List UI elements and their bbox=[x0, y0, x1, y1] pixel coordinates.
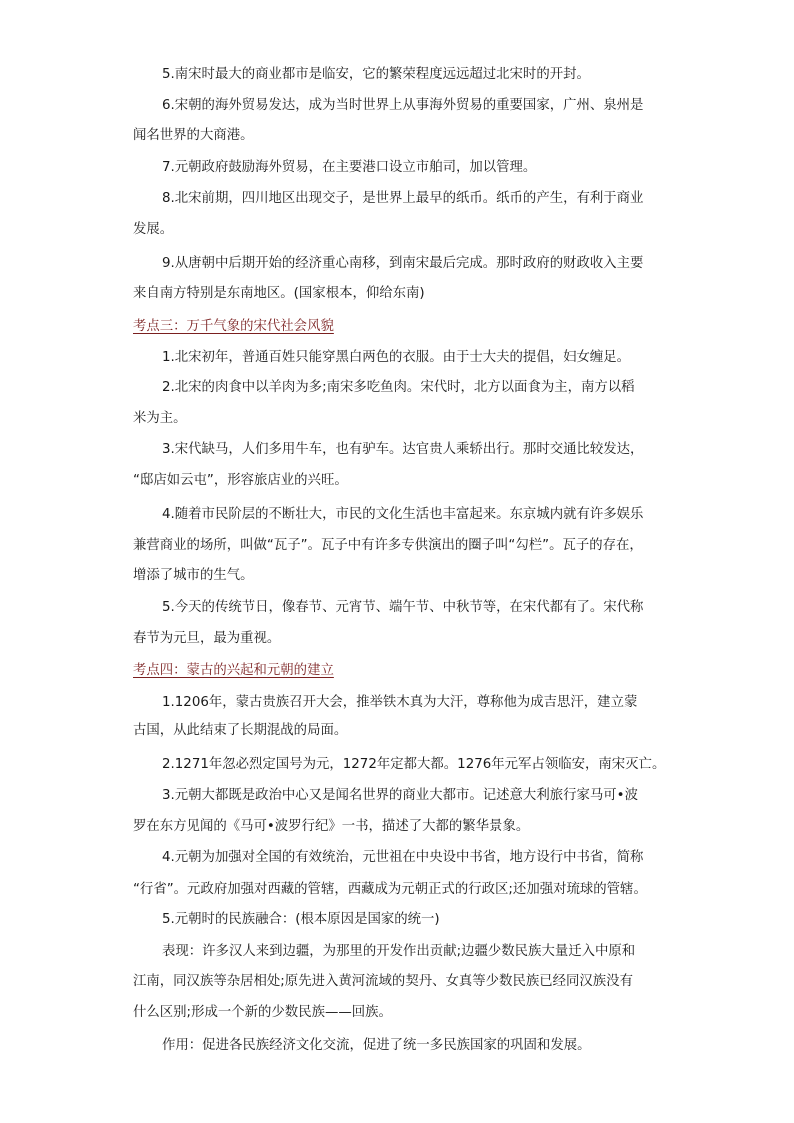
paragraph-line: 增添了城市的生气。 bbox=[133, 568, 254, 583]
paragraph-line: 4.随着市民阶层的不断壮大，市民的文化生活也丰富起来。东京城内就有许多娱乐 bbox=[162, 507, 644, 522]
paragraph-line: 5.南宋时最大的商业都市是临安，它的繁荣程度远远超过北宋时的开封。 bbox=[162, 67, 590, 82]
paragraph-line: 6.宋朝的海外贸易发达，成为当时世界上从事海外贸易的重要国家，广州、泉州是 bbox=[162, 98, 644, 113]
paragraph-line: 2.北宋的肉食中以羊肉为多;南宋多吃鱼肉。宋代时，北方以面食为主，南方以稻 bbox=[162, 380, 635, 395]
paragraph-line: 1.北宋初年，普通百姓只能穿黑白两色的衣服。由于士大夫的提倡，妇女缠足。 bbox=[162, 350, 631, 365]
paragraph-line: 9.从唐朝中后期开始的经济重心南移，到南宋最后完成。那时政府的财政收入主要 bbox=[162, 256, 644, 271]
paragraph-line: 2.1271年忽必烈定国号为元，1272年定都大都。1276年元军占领临安，南宋灭亡。 bbox=[162, 757, 666, 772]
paragraph-line: 表现：许多汉人来到边疆，为那里的开发作出贡献;边疆少数民族大量迁入中原和 bbox=[162, 944, 636, 959]
paragraph-line: 作用：促进各民族经济文化交流，促进了统一多民族国家的巩固和发展。 bbox=[162, 1038, 591, 1053]
paragraph-line: 什么区别;形成一个新的少数民族——回族。 bbox=[133, 1005, 392, 1020]
paragraph-line: 5.今天的传统节日，像春节、元宵节、端午节、中秋节等，在宋代都有了。宋代称 bbox=[162, 600, 644, 615]
paragraph-line: 4.元朝为加强对全国的有效统治，元世祖在中央设中书省，地方设行中书省，简称 bbox=[162, 850, 644, 865]
paragraph-line: 米为主。 bbox=[133, 411, 187, 426]
paragraph-line: 1.1206年，蒙古贵族召开大会，推举铁木真为大汗，尊称他为成吉思汗，建立蒙 bbox=[162, 695, 638, 710]
section-heading-4: 考点四：蒙古的兴起和元朝的建立 bbox=[133, 663, 334, 678]
paragraph-line: 来自南方特别是东南地区。(国家根本，仰给东南) bbox=[133, 286, 425, 301]
paragraph-line: 3.元朝大都既是政治中心又是闻名世界的商业大都市。记述意大利旅行家马可•波 bbox=[162, 788, 638, 803]
paragraph-line: 罗在东方见闻的《马可•波罗行纪》一书，描述了大都的繁华景象。 bbox=[133, 819, 530, 834]
paragraph-line: “行省”。元政府加强对西藏的管辖，西藏成为元朝正式的行政区;还加强对琉球的管辖。 bbox=[133, 882, 647, 897]
paragraph-line: 春节为元旦，最为重视。 bbox=[133, 631, 281, 646]
paragraph-line: 古国，从此结束了长期混战的局面。 bbox=[133, 723, 348, 738]
section-heading-3: 考点三：万千气象的宋代社会风貌 bbox=[133, 319, 334, 334]
paragraph-line: “邸店如云屯”，形容旅店业的兴旺。 bbox=[133, 473, 348, 488]
paragraph-line: 7.元朝政府鼓励海外贸易，在主要港口设立市舶司，加以管理。 bbox=[162, 160, 537, 175]
paragraph-line: 江南，同汉族等杂居相处;原先进入黄河流域的契丹、女真等少数民族已经同汉族没有 bbox=[133, 974, 633, 989]
paragraph-line: 闻名世界的大商港。 bbox=[133, 128, 254, 143]
paragraph-line: 8.北宋前期，四川地区出现交子，是世界上最早的纸币。纸币的产生，有利于商业 bbox=[162, 191, 644, 206]
paragraph-line: 发展。 bbox=[133, 222, 174, 237]
paragraph-line: 5.元朝时的民族融合：(根本原因是国家的统一) bbox=[162, 912, 440, 927]
paragraph-line: 3.宋代缺马，人们多用牛车，也有驴车。达官贵人乘轿出行。那时交通比较发达， bbox=[162, 442, 644, 457]
paragraph-line: 兼营商业的场所，叫做“瓦子”。瓦子中有许多专供演出的圈子叫“勾栏”。瓦子的存在， bbox=[133, 538, 643, 553]
